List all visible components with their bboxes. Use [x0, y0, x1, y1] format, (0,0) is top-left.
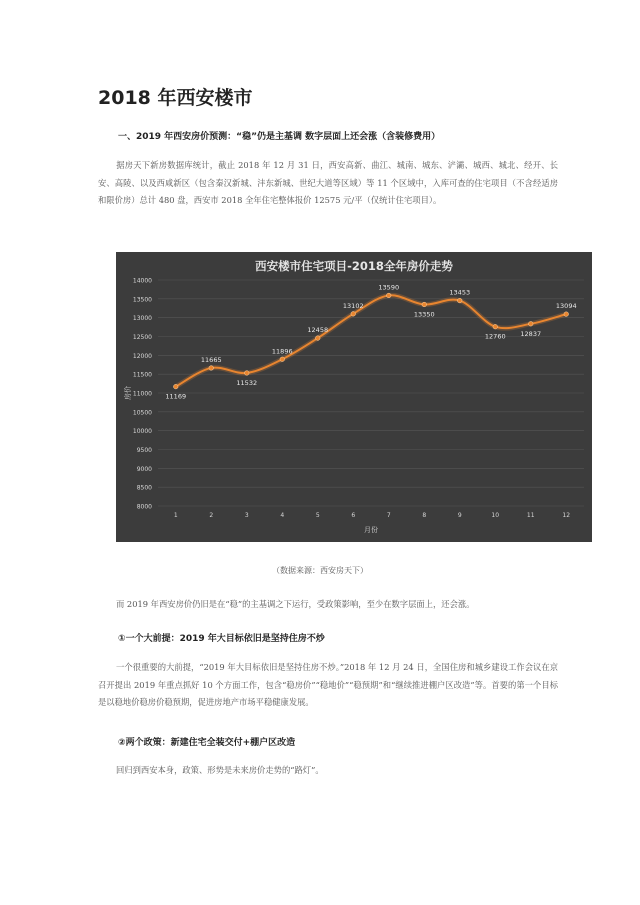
data-label: 11532	[236, 378, 258, 387]
data-point	[422, 302, 427, 307]
data-point	[457, 298, 462, 303]
paragraph-policies	[98, 762, 558, 780]
chart-caption: （数据来源：西安房天下）	[272, 566, 368, 575]
y-tick-label: 8500	[136, 484, 152, 492]
x-tick-label: 6	[351, 512, 356, 519]
x-tick-label: 12	[562, 512, 571, 519]
data-point	[209, 366, 214, 371]
data-label: 11896	[271, 347, 293, 356]
data-point	[528, 322, 533, 327]
paragraph-statistics	[98, 157, 558, 210]
data-label: 13094	[555, 302, 577, 311]
price-trend-chart-svg	[116, 252, 592, 542]
y-tick-label: 12500	[132, 334, 152, 341]
y-tick-label: 10500	[132, 409, 152, 417]
data-label: 13590	[378, 283, 400, 292]
y-tick-label: 14000	[132, 277, 152, 285]
section-heading-forecast: 一、2019 年西安房价预测：“稳”仍是主基调 数字层面上还会涨（含装修费用）	[118, 132, 441, 142]
x-tick-label: 2	[209, 512, 214, 519]
data-point	[244, 371, 249, 376]
data-label: 12458	[307, 326, 329, 335]
page-title: 2018 年西安楼市	[98, 87, 253, 109]
y-tick-label: 8000	[136, 503, 152, 511]
y-tick-label: 11000	[132, 390, 152, 398]
data-label: 13453	[449, 288, 471, 297]
data-point	[173, 384, 178, 389]
data-label: 11169	[165, 392, 187, 401]
y-tick-label: 9500	[136, 447, 152, 454]
x-axis-label: 月份	[364, 526, 378, 534]
x-tick-label: 8	[422, 512, 427, 519]
data-point	[386, 293, 391, 298]
chart-title: 西安楼市住宅项目-2018全年房价走势	[255, 259, 453, 273]
paragraph-statistics-text: 据房天下新房数据库统计，截止 2018 年 12 月 31 日，西安高新、曲江、城南、城东、浐灞、城西、城北、经开、长安、高陵、以及西咸新区（包含秦汉新城、沣东新城、世纪大道等区域）等 11 个区域中，入库可查的住宅项目（不含经适房和限价房）总计 480 盘，西安市 2018 全年住宅整体报价 12575 元/平（仅统计住宅项目）。	[98, 160, 558, 206]
x-tick-label: 3	[244, 512, 249, 519]
data-label: 12760	[484, 332, 506, 341]
y-tick-label: 9000	[136, 465, 152, 473]
data-label: 11665	[200, 355, 222, 364]
x-tick-label: 5	[315, 512, 320, 519]
paragraph-policies-text: 回归到西安本身，政策、形势是未来房价走势的“路灯”。	[116, 765, 324, 775]
y-tick-label: 13500	[132, 296, 152, 304]
data-label: 13350	[413, 310, 435, 319]
paragraph-premise-text: 一个很重要的大前提，“2019 年大目标依旧是坚持住房不炒。”2018 年 12 月 24 日，全国住房和城乡建设工作会议在京召开提出 2019 年重点抓好 10 个方面工作，包含“稳房价”“稳地价”“稳预期”和“继续推进棚户区改造”等。首要的第一个目标是以稳地价稳房价稳预期，促进房地产市场平稳健康发展。	[98, 662, 558, 708]
section-heading-premise: ①一个大前提：2019 年大目标依旧是坚持住房不炒	[118, 634, 325, 644]
data-point	[564, 312, 569, 317]
data-point	[315, 336, 320, 341]
series-line-glow	[176, 295, 567, 386]
x-tick-label: 1	[173, 512, 178, 519]
x-tick-label: 11	[526, 512, 535, 519]
paragraph-stable-text: 而 2019 年西安房价仍旧是在“稳”的主基调之下运行，受政策影响，至少在数字层面上，还会涨。	[116, 599, 475, 609]
data-label: 12837	[520, 329, 542, 338]
x-tick-label: 4	[280, 512, 285, 519]
data-point	[493, 324, 498, 329]
x-tick-label: 7	[386, 512, 391, 519]
paragraph-stable	[98, 596, 558, 614]
y-tick-label: 13000	[132, 315, 152, 323]
y-tick-label: 11500	[132, 371, 152, 379]
data-point	[280, 357, 285, 362]
section-heading-policies: ②两个政策：新建住宅全装交付+棚户区改造	[118, 738, 296, 748]
y-axis-label: 房价	[124, 386, 132, 400]
y-tick-label: 12000	[132, 352, 152, 360]
data-point	[351, 312, 356, 317]
data-label: 13102	[342, 301, 364, 310]
x-tick-label: 10	[491, 512, 500, 519]
y-tick-label: 10000	[132, 428, 152, 436]
paragraph-premise	[98, 659, 558, 712]
x-tick-label: 9	[457, 512, 462, 519]
price-trend-chart	[116, 252, 592, 542]
